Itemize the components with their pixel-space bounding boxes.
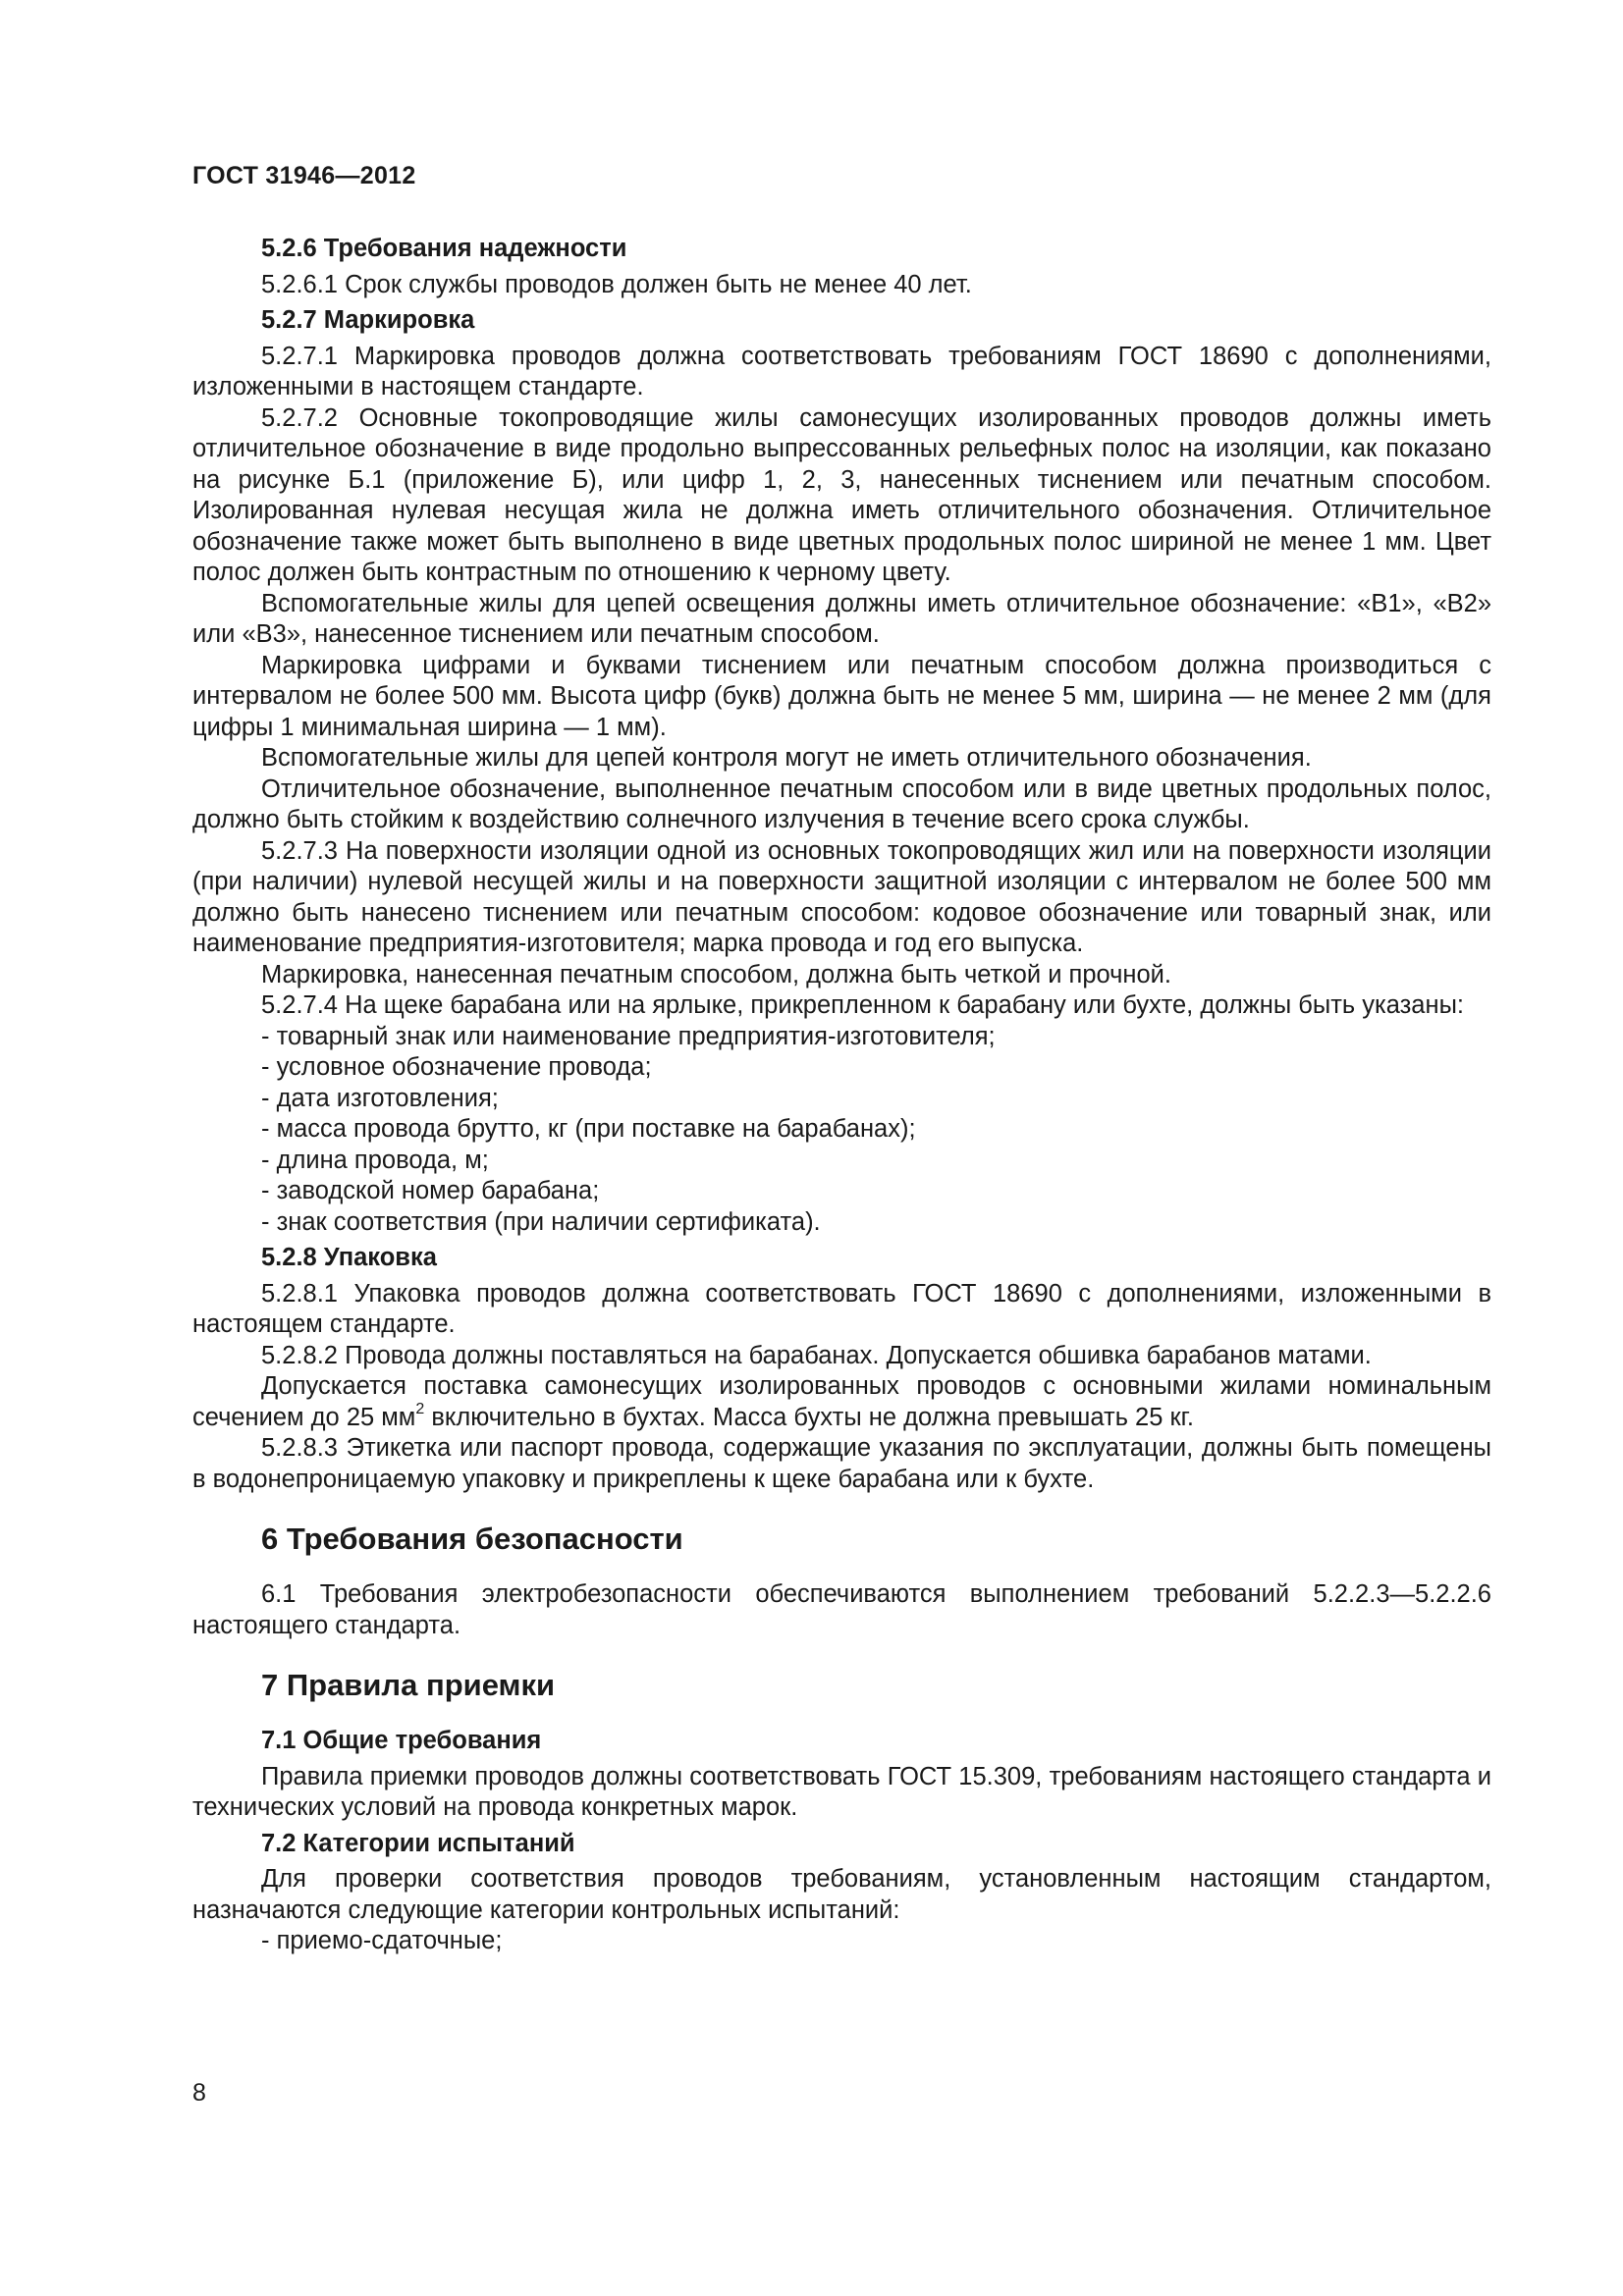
list-item: - заводской номер барабана; [261, 1177, 600, 1204]
paragraph: 5.2.7.1 Маркировка проводов должна соответствовать требованиям ГОСТ 18690 с дополнениями, изложенными в настоящем стандарте. [192, 342, 1491, 400]
list-item: - приемо-сдаточные; [261, 1927, 503, 1954]
section-title-7-2: 7.2 Категории испытаний [261, 1829, 575, 1857]
list-item: - длина провода, м; [261, 1146, 489, 1174]
superscript: 2 [415, 1401, 425, 1417]
section-title-7-1: 7.1 Общие требования [261, 1727, 542, 1754]
list-item: - дата изготовления; [261, 1084, 499, 1112]
paragraph: 6.1 Требования электробезопасности обеспечиваются выполнением требований 5.2.2.3—5.2.2.6 настоящего стандарта. [192, 1580, 1491, 1639]
list-item: - товарный знак или наименование предприятия-изготовителя; [261, 1022, 996, 1050]
page-content [192, 229, 1491, 1957]
section-title-5-2-6: 5.2.6 Требования надежности [261, 235, 627, 262]
section-title-5-2-7: 5.2.7 Маркировка [261, 306, 475, 334]
paragraph: 5.2.7.2 Основные токопроводящие жилы самонесущих изолированных проводов должны иметь отличительное обозначение в виде продольно выпрессованных рельефных полос на изоляции, как показано на рисунке Б.1 (приложение Б), или цифр 1, 2, 3, нанесенных тиснением или печатным способом. Изолированная нулевая несущая жила не должна иметь отличительного обозначения. Отличительное обозначение также может быть выполнено в виде цветных продольных полос шириной не менее 1 мм. Цвет полос должен быть контрастным по отношению к черному цвету. [192, 403, 1491, 586]
text-run: включительно в бухтах. Масса бухты не должна превышать 25 кг. [424, 1403, 1194, 1431]
list-item: - условное обозначение провода; [261, 1053, 652, 1081]
list-item: - масса провода брутто, кг (при поставке на барабанах); [261, 1115, 916, 1143]
text-run: Допускается поставка самонесущих изолированных проводов с основными жилами номинальным сечением до 25 мм [192, 1372, 1491, 1431]
paragraph: Маркировка цифрами и буквами тиснением или печатным способом должна производиться с интервалом не более 500 мм. Высота цифр (букв) должна быть не менее 5 мм, ширина — не менее 2 мм (для цифры 1 минимальная ширина — 1 мм). [192, 651, 1491, 741]
paragraph: Отличительное обозначение, выполненное печатным способом или в виде цветных продольных полос, должно быть стойким к воздействию солнечного излучения в течение всего срока службы. [192, 774, 1491, 833]
paragraph [192, 1371, 1491, 1433]
paragraph: 5.2.8.2 Провода должны поставляться на барабанах. Допускается обшивка барабанов матами. [261, 1341, 1372, 1369]
paragraph: 5.2.6.1 Срок службы проводов должен быть не менее 40 лет. [261, 270, 972, 298]
paragraph: 5.2.7.4 На щеке барабана или на ярлыке, прикрепленном к барабану или бухте, должны быть указаны: [261, 991, 1464, 1019]
section-title-5-2-8: 5.2.8 Упаковка [261, 1244, 437, 1271]
paragraph: Правила приемки проводов должны соответствовать ГОСТ 15.309, требованиям настоящего стандарта и технических условий на провода конкретных марок. [192, 1762, 1491, 1821]
paragraph: 5.2.7.3 На поверхности изоляции одной из основных токопроводящих жил или на поверхности изоляции (при наличии) нулевой несущей жилы и на поверхности защитной изоляции с интервалом не более 500 мм должно быть нанесено тиснением или печатным способом: кодовое обозначение или товарный знак, или наименование предприятия-изготовителя; марка провода и год его выпуска. [192, 836, 1491, 957]
paragraph: Вспомогательные жилы для цепей освещения должны иметь отличительное обозначение: «В1», «В2» или «В3», нанесенное тиснением или печатным способом. [192, 589, 1491, 648]
paragraph: Маркировка, нанесенная печатным способом, должна быть четкой и прочной. [261, 960, 1172, 988]
section-title-6: 6 Требования безопасности [261, 1522, 683, 1556]
section-title-7: 7 Правила приемки [261, 1668, 556, 1702]
document-header: ГОСТ 31946—2012 [192, 162, 416, 189]
page-number: 8 [192, 2079, 206, 2107]
paragraph: Для проверки соответствия проводов требованиям, установленным настоящим стандартом, назначаются следующие категории контрольных испытаний: [192, 1865, 1491, 1924]
paragraph: 5.2.8.1 Упаковка проводов должна соответствовать ГОСТ 18690 с дополнениями, изложенными в настоящем стандарте. [192, 1279, 1491, 1338]
paragraph: Вспомогательные жилы для цепей контроля могут не иметь отличительного обозначения. [261, 744, 1312, 772]
list-item: - знак соответствия (при наличии сертификата). [261, 1207, 821, 1236]
paragraph: 5.2.8.3 Этикетка или паспорт провода, содержащие указания по эксплуатации, должны быть помещены в водонепроницаемую упаковку и прикреплены к щеке барабана или к бухте. [192, 1434, 1491, 1493]
